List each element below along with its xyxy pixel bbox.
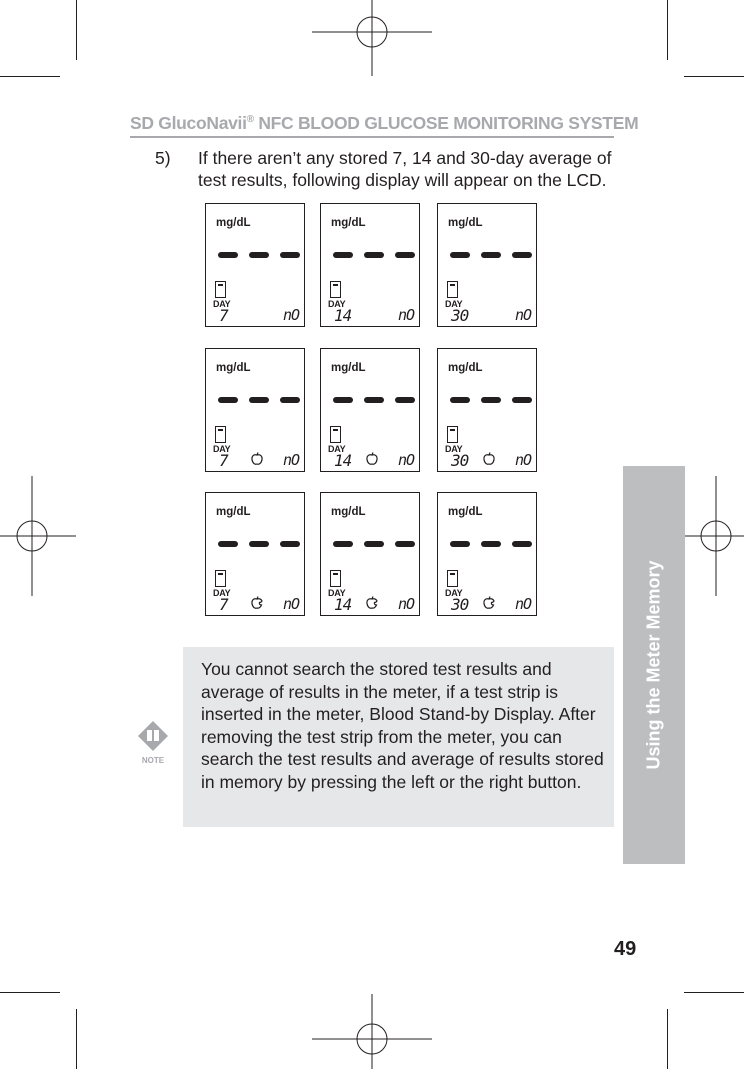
lcd-dash <box>512 252 532 258</box>
apple-bitten-icon <box>250 596 264 610</box>
lcd-day-label: DAY <box>445 299 463 309</box>
lcd-dash <box>364 541 384 547</box>
lcd-screen <box>437 348 537 472</box>
lcd-day-label: DAY <box>445 444 463 454</box>
note-icon-label: NOTE <box>141 756 165 765</box>
lcd-unit: mg/dL <box>216 217 251 229</box>
lcd-unit: mg/dL <box>448 506 483 518</box>
lcd-unit: mg/dL <box>331 362 366 374</box>
lcd-day-number: 30 <box>451 306 469 325</box>
apple-icon <box>365 452 379 466</box>
crop-mark <box>0 992 60 993</box>
lcd-no-label: nO <box>398 595 415 613</box>
lcd-dash <box>249 397 269 403</box>
lcd-no-label: nO <box>515 595 532 613</box>
page-number: 49 <box>614 938 637 960</box>
apple-icon <box>250 452 264 466</box>
header-rule <box>130 136 614 138</box>
apple-bitten-icon <box>482 596 496 610</box>
lcd-dash <box>395 397 415 403</box>
lcd-screen <box>205 203 305 327</box>
memory-book-icon <box>330 426 341 443</box>
lcd-no-label: nO <box>515 306 532 324</box>
lcd-day-label: DAY <box>328 299 346 309</box>
lcd-screen <box>437 203 537 327</box>
lcd-day-number: 7 <box>219 451 228 470</box>
lcd-screen <box>205 492 305 616</box>
lcd-dash <box>395 252 415 258</box>
lcd-unit: mg/dL <box>216 362 251 374</box>
registered-mark: ® <box>246 114 254 126</box>
memory-book-icon <box>215 281 226 298</box>
lcd-unit: mg/dL <box>331 217 366 229</box>
lcd-no-label: nO <box>515 451 532 469</box>
lcd-dash <box>512 397 532 403</box>
item-number: 5) <box>155 148 171 168</box>
lcd-screen <box>320 348 420 472</box>
lcd-dash <box>333 541 353 547</box>
lcd-no-label: nO <box>398 451 415 469</box>
side-tab-label: Using the Meter Memory <box>643 560 664 770</box>
lcd-day-label: DAY <box>213 588 231 598</box>
lcd-day-label: DAY <box>213 444 231 454</box>
lcd-screen <box>205 348 305 472</box>
lcd-dash <box>364 397 384 403</box>
lcd-dash <box>218 397 238 403</box>
lcd-dash <box>512 541 532 547</box>
lcd-day-number: 14 <box>334 306 352 325</box>
lcd-day-number: 7 <box>219 595 228 614</box>
lcd-dash <box>218 541 238 547</box>
lcd-dash <box>280 397 300 403</box>
apple-icon <box>482 452 496 466</box>
header-title-rest: NFC BLOOD GLUCOSE MONITORING SYSTEM <box>253 113 639 133</box>
lcd-day-number: 14 <box>334 595 352 614</box>
memory-book-icon <box>330 570 341 587</box>
lcd-unit: mg/dL <box>331 506 366 518</box>
lcd-unit: mg/dL <box>448 217 483 229</box>
lcd-no-label: nO <box>283 306 300 324</box>
apple-bitten-icon <box>365 596 379 610</box>
lcd-dash <box>333 252 353 258</box>
lcd-day-label: DAY <box>213 299 231 309</box>
lcd-day-label: DAY <box>328 444 346 454</box>
chapter-side-tab <box>623 466 685 864</box>
memory-book-icon <box>215 570 226 587</box>
running-header <box>130 113 639 134</box>
lcd-no-label: nO <box>283 595 300 613</box>
memory-book-icon <box>447 281 458 298</box>
lcd-unit: mg/dL <box>216 506 251 518</box>
lcd-screen <box>320 492 420 616</box>
lcd-dash <box>249 541 269 547</box>
note-text: You cannot search the stored test results and average of results in the meter, if a test strip is inserted in the meter, Blood Stand-by Display. After removing the test strip from the meter, you can search the test results and average of results stored in memory by pressing the left or the right button. <box>201 659 604 792</box>
lcd-dash <box>450 397 470 403</box>
lcd-dash <box>280 541 300 547</box>
lcd-dash <box>395 541 415 547</box>
lcd-screen <box>320 203 420 327</box>
lcd-screen <box>437 492 537 616</box>
lcd-day-label: DAY <box>445 588 463 598</box>
header-title: SD GlucoNavii <box>130 113 247 133</box>
lcd-dash <box>333 397 353 403</box>
lcd-dash <box>280 252 300 258</box>
lcd-dash <box>481 397 501 403</box>
lcd-dash <box>364 252 384 258</box>
lcd-dash <box>249 252 269 258</box>
lcd-dash <box>450 541 470 547</box>
note-book-icon <box>136 720 170 766</box>
lcd-day-number: 7 <box>219 306 228 325</box>
crop-mark <box>76 1009 77 1069</box>
lcd-dash <box>218 252 238 258</box>
lcd-no-label: nO <box>283 451 300 469</box>
crop-mark <box>0 76 60 77</box>
crop-mark <box>684 992 744 993</box>
registration-mark-icon <box>312 0 432 80</box>
memory-book-icon <box>215 426 226 443</box>
registration-mark-icon <box>312 990 432 1069</box>
lcd-unit: mg/dL <box>448 362 483 374</box>
lcd-dash <box>450 252 470 258</box>
lcd-day-number: 30 <box>451 595 469 614</box>
lcd-day-number: 14 <box>334 451 352 470</box>
memory-book-icon <box>330 281 341 298</box>
item-text: If there aren’t any stored 7, 14 and 30-day average of test results, following display will appear on the LCD. <box>198 148 612 190</box>
crop-mark <box>667 0 668 60</box>
lcd-day-label: DAY <box>328 588 346 598</box>
memory-book-icon <box>447 570 458 587</box>
memory-book-icon <box>447 426 458 443</box>
lcd-no-label: nO <box>398 306 415 324</box>
lcd-dash <box>481 252 501 258</box>
crop-mark <box>76 0 77 60</box>
crop-mark <box>667 1009 668 1069</box>
lcd-day-number: 30 <box>451 451 469 470</box>
lcd-dash <box>481 541 501 547</box>
crop-mark <box>684 76 744 77</box>
registration-mark-icon <box>0 476 80 596</box>
